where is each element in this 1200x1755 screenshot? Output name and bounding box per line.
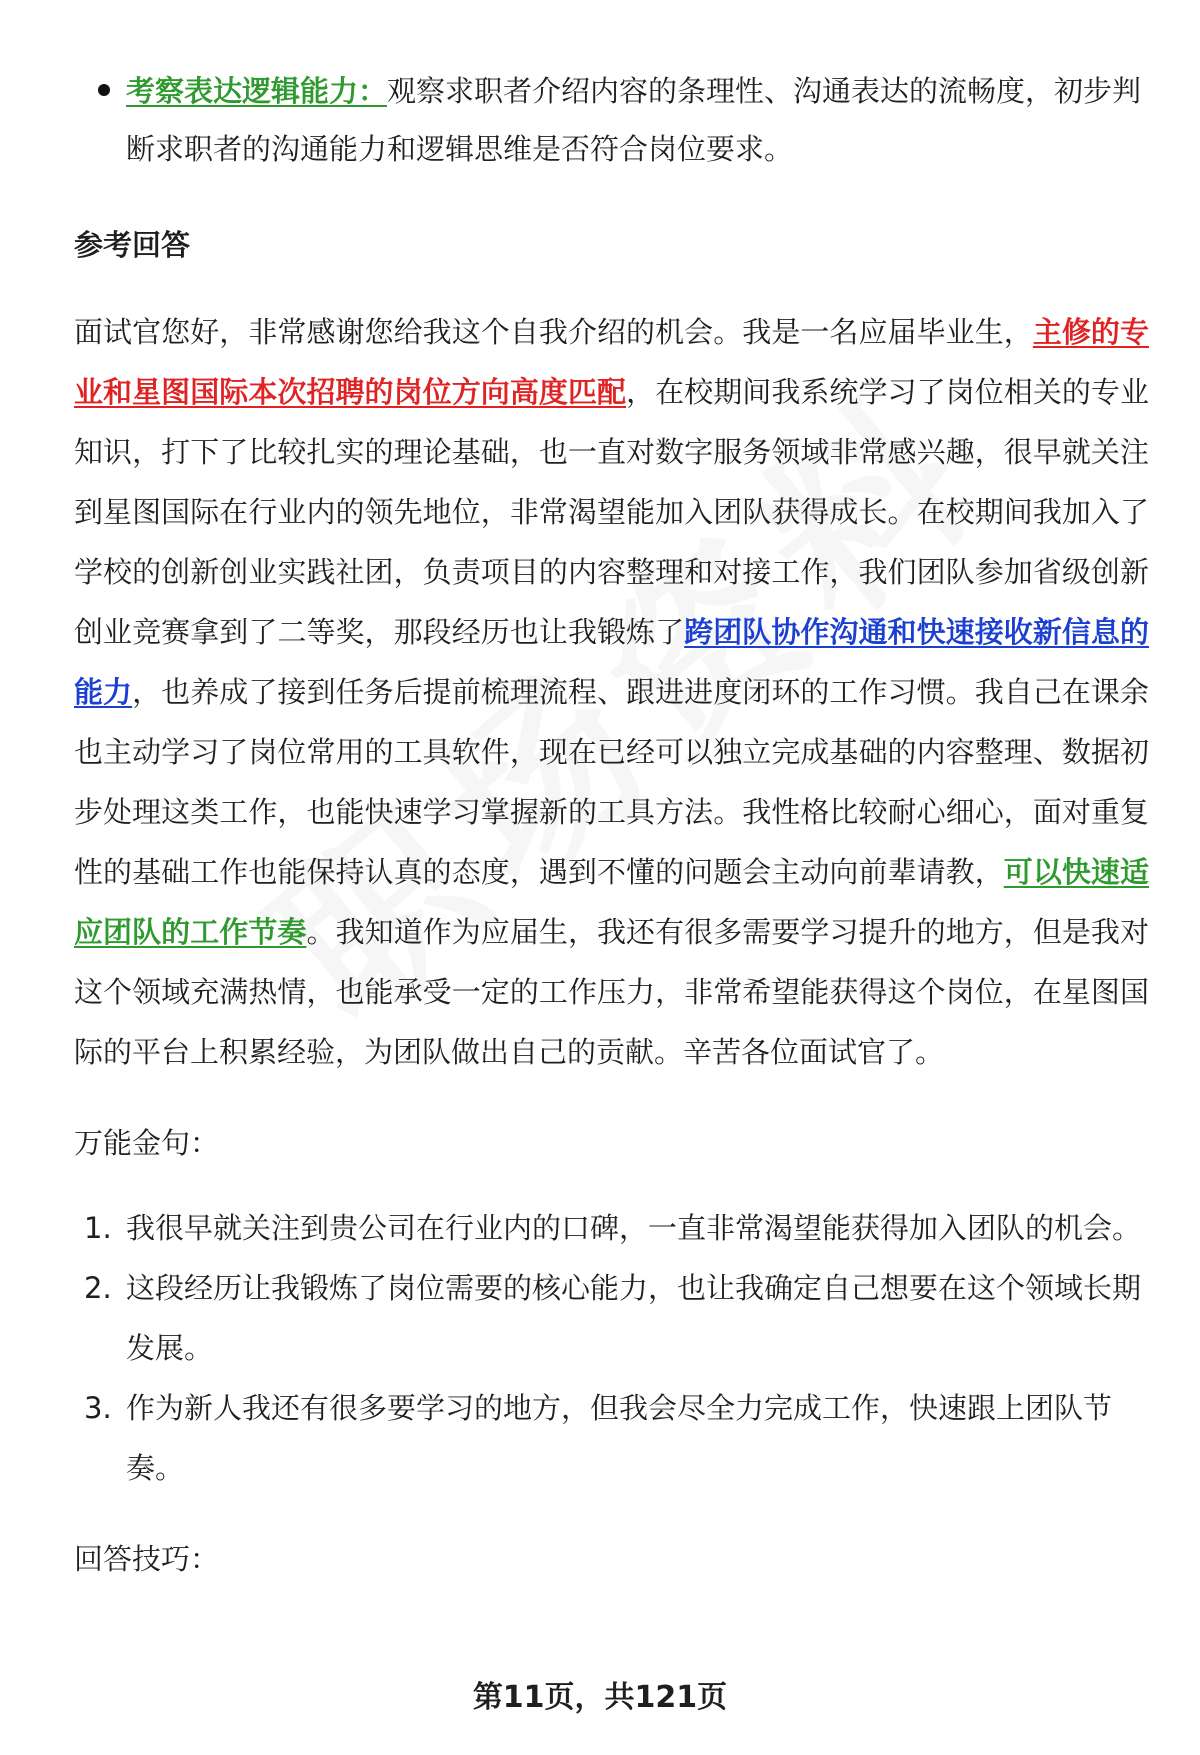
list-item [74,1258,1149,1378]
answer-text-3: ，也养成了接到任务后提前梳理流程、跟进进度闭环的工作习惯。我自己在课余也主动学习了岗位常用的工具软件，现在已经可以独立完成基础的内容整理、数据初步处理这类工作，也能快速学习掌握新的工具方法。我性格比较耐心细心，面对重复性的基础工作也能保持认真的态度，遇到不懂的问题会主动向前辈请教， [74,675,1149,889]
list-text: 我很早就关注到贵公司在行业内的口碑，一直非常渴望能获得加入团队的机会。 [126,1211,1142,1245]
answer-highlight-red: 主修的专业和星图国际本次招聘的岗位方向高度匹配 [74,315,1149,409]
answer-paragraph [74,302,1149,1082]
section-heading: 参考回答 [74,228,191,262]
list-text: 作为新人我还有很多要学习的地方，但我会尽全力完成工作，快速跟上团队节奏。 [126,1391,1113,1485]
list-number: 2. [84,1271,112,1305]
golden-sentences-label: 万能金句： [74,1126,220,1160]
list-item [74,1378,1149,1498]
answer-highlight-green: 可以快速适应团队的工作节奏 [74,855,1149,949]
bullet-item [74,62,1149,178]
bullet-highlight: 考察表达逻辑能力： [126,74,388,108]
list-number: 3. [84,1391,112,1425]
list-number: 1. [84,1211,112,1245]
page-content [74,62,1149,1588]
answer-text-4: 。我知道作为应届生，我还有很多需要学习提升的地方，但是我对这个领域充满热情，也能承受一定的工作压力，非常希望能获得这个岗位，在星图国际的平台上积累经验，为团队做出自己的贡献。辛苦各位面试官了。 [74,915,1149,1069]
tips-label: 回答技巧： [74,1542,220,1576]
list-item [74,1198,1149,1258]
bullet-text: 观察求职者介绍内容的条理性、沟通表达的流畅度，初步判断求职者的沟通能力和逻辑思维是否符合岗位要求。 [126,74,1142,166]
answer-text-2: ，在校期间我系统学习了岗位相关的专业知识，打下了比较扎实的理论基础，也一直对数字服务领域非常感兴趣，很早就关注到星图国际在行业内的领先地位，非常渴望能加入团队获得成长。在校期间我加入了学校的创新创业实践社团，负责项目的内容整理和对接工作，我们团队参加省级创新创业竞赛拿到了二等奖，那段经历也让我锻炼了 [74,375,1149,649]
page-number-footer: 第11页，共121页 [472,1680,728,1715]
bullet-dot-icon [98,84,110,96]
answer-highlight-blue: 跨团队协作沟通和快速接收新信息的能力 [74,615,1149,709]
list-text: 这段经历让我锻炼了岗位需要的核心能力，也让我确定自己想要在这个领域长期发展。 [126,1271,1142,1365]
answer-text-1: 面试官您好，非常感谢您给我这个自我介绍的机会。我是一名应届毕业生， [74,315,1033,349]
golden-sentences-list [74,1198,1149,1498]
